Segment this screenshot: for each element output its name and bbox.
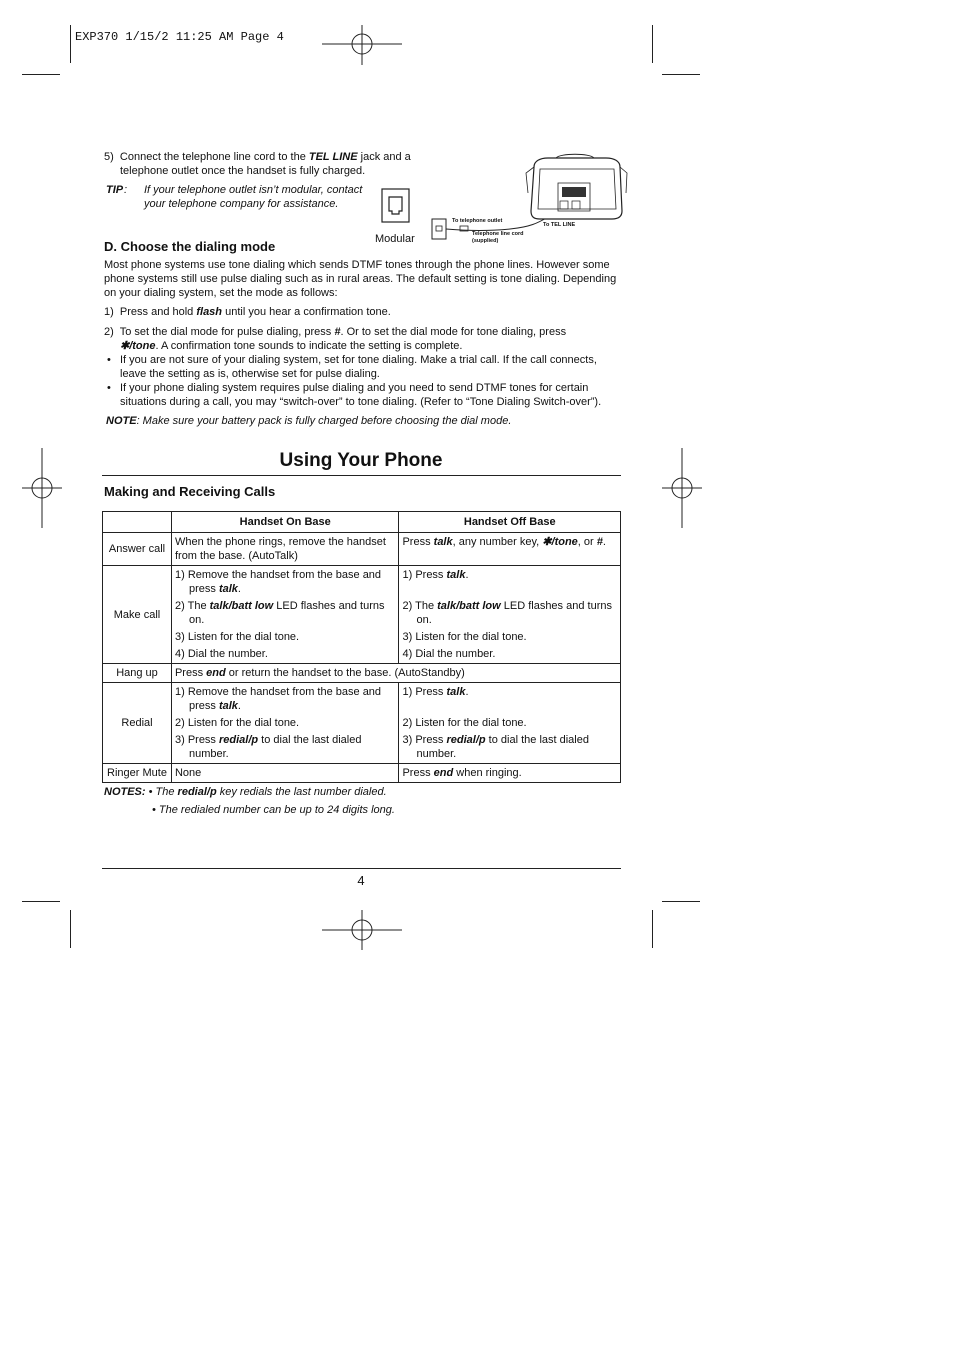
row-label-ringer-mute: Ringer Mute [103,764,172,783]
list-item: 4) Dial the number. [402,648,496,660]
table-row [103,764,621,783]
row-label-answer: Answer call [103,533,172,566]
crop-mark [70,25,71,63]
title-rule [102,475,621,476]
crop-mark [662,74,700,75]
phone-connection-diagram [430,153,630,248]
table-corner-cell [103,512,172,533]
section-heading-making-calls: Making and Receiving Calls [104,484,276,499]
cell-redial-on [171,683,399,764]
registration-mark-icon [322,910,402,950]
notes-bullet-2: • The redialed number can be up to 24 digits long. [152,804,395,816]
cell-make-on [171,566,399,664]
list-item: 1) Press talk. [402,686,469,698]
list-item: 2) The talk/batt low LED flashes and turns on. [174,600,385,626]
dialing-step-2: 2) To set the dial mode for pulse dialing, press #. Or to set the dial mode for tone dialing, press ✱/tone. A confirmation tone sounds to indicate the setting is complete. [104,326,567,352]
tip: TIP : If your telephone outlet isn’t modular, contact your telephone company for assistance. [106,183,386,211]
list-item: 2) Listen for the dial tone. [174,717,300,729]
dialing-note: NOTE: Make sure your battery pack is fully charged before choosing the dial mode. [106,415,512,427]
table-header-row [103,512,621,533]
list-item: 1) Remove the handset from the base and press talk. [174,686,382,712]
crop-mark [652,25,653,63]
cell-make-off [399,566,621,664]
label-to-outlet: To telephone outlet [452,218,503,224]
list-item: 3) Listen for the dial tone. [402,631,527,643]
cell-mute-on: None [171,764,399,783]
bullet-item: • If you are not sure of your dialing system, set for tone dialing. Make a trial call. If the call connects, leave the setting as is, otherwise set for pulse dialing. [107,354,597,380]
page-number: 4 [357,873,365,888]
row-label-hang-up: Hang up [103,664,172,683]
cell-mute-off: Press end when ringing. [399,764,621,783]
list-item: 2) The talk/batt low LED flashes and turns on. [402,600,612,626]
row-label-make: Make call [103,566,172,664]
list-item: 4) Dial the number. [174,648,268,660]
col-header-off-base: Handset Off Base [399,512,621,533]
crop-mark [22,901,60,902]
crop-mark [652,910,653,948]
list-item: 1) Remove the handset from the base and press talk. [174,569,382,595]
notes: NOTES: • The redial/p key redials the last number dialed. [104,786,387,798]
cell-redial-off [399,683,621,764]
list-item: 1) Press talk. [402,569,469,581]
step-5: 5) Connect the telephone line cord to the TEL LINE jack and a telephone outlet once the handset is fully charged. [104,151,411,177]
table-row [103,533,621,566]
tip-text: If your telephone outlet isn’t modular, contact your telephone company for assistance. [144,184,363,210]
label-cord: Telephone line cord [472,231,524,237]
list-item: 2) Listen for the dial tone. [402,717,527,729]
label-to-tel-line: To TEL LINE [543,222,576,228]
table-row [103,566,621,664]
row-label-redial: Redial [103,683,172,764]
table-row [103,664,621,683]
footer-rule [102,868,621,869]
key-star-tone: ✱/tone [120,340,156,352]
crop-mark [22,74,60,75]
notes-label: NOTES: [104,786,146,798]
list-item: 3) Press redial/p to dial the last dialed number. [402,734,589,760]
col-header-on-base: Handset On Base [171,512,399,533]
table-row [103,683,621,764]
dialing-step-1: 1) Press and hold flash until you hear a confirmation tone. [104,306,391,318]
list-item: 3) Press redial/p to dial the last dialed number. [174,734,362,760]
crop-mark [662,901,700,902]
page-title: Using Your Phone [279,450,443,471]
section-heading-dialing-mode: D. Choose the dialing mode [104,239,276,254]
crop-mark [70,910,71,948]
modular-label: Modular [375,233,415,245]
key-pound: # [334,326,341,338]
cell-hang-up: Press end or return the handset to the base. (AutoStandby) [171,664,620,683]
operations-table [102,511,621,783]
tip-label: TIP [106,184,124,196]
registration-mark-icon [322,25,402,65]
cell-answer-off: Press talk, any number key, ✱/tone, or #. [399,533,621,566]
bullet-item: • If your phone dialing system requires pulse dialing and you need to send DTMF tones for certain situations during a call, you may “switch-over” to tone dialing. (Refer to “Tone Dialing Switch-over”). [107,382,602,408]
modular-jack-icon [381,188,411,224]
key-tel-line: TEL LINE [308,151,358,163]
label-cord-supplied: (supplied) [472,238,499,244]
dialing-mode-body [104,258,619,428]
dialing-intro: Most phone systems use tone dialing which sends DTMF tones through the phone lines. However some phone systems still use pulse dialing such as in rural areas. The default setting is tone dialing. Depending on your dialing system, set the mode as follows: [104,259,617,299]
list-item: 3) Listen for the dial tone. [174,631,300,643]
print-header: EXP370 1/15/2 11:25 AM Page 4 [75,30,284,44]
cell-answer-on: When the phone rings, remove the handset from the base. (AutoTalk) [171,533,399,566]
key-flash: flash [196,306,223,318]
